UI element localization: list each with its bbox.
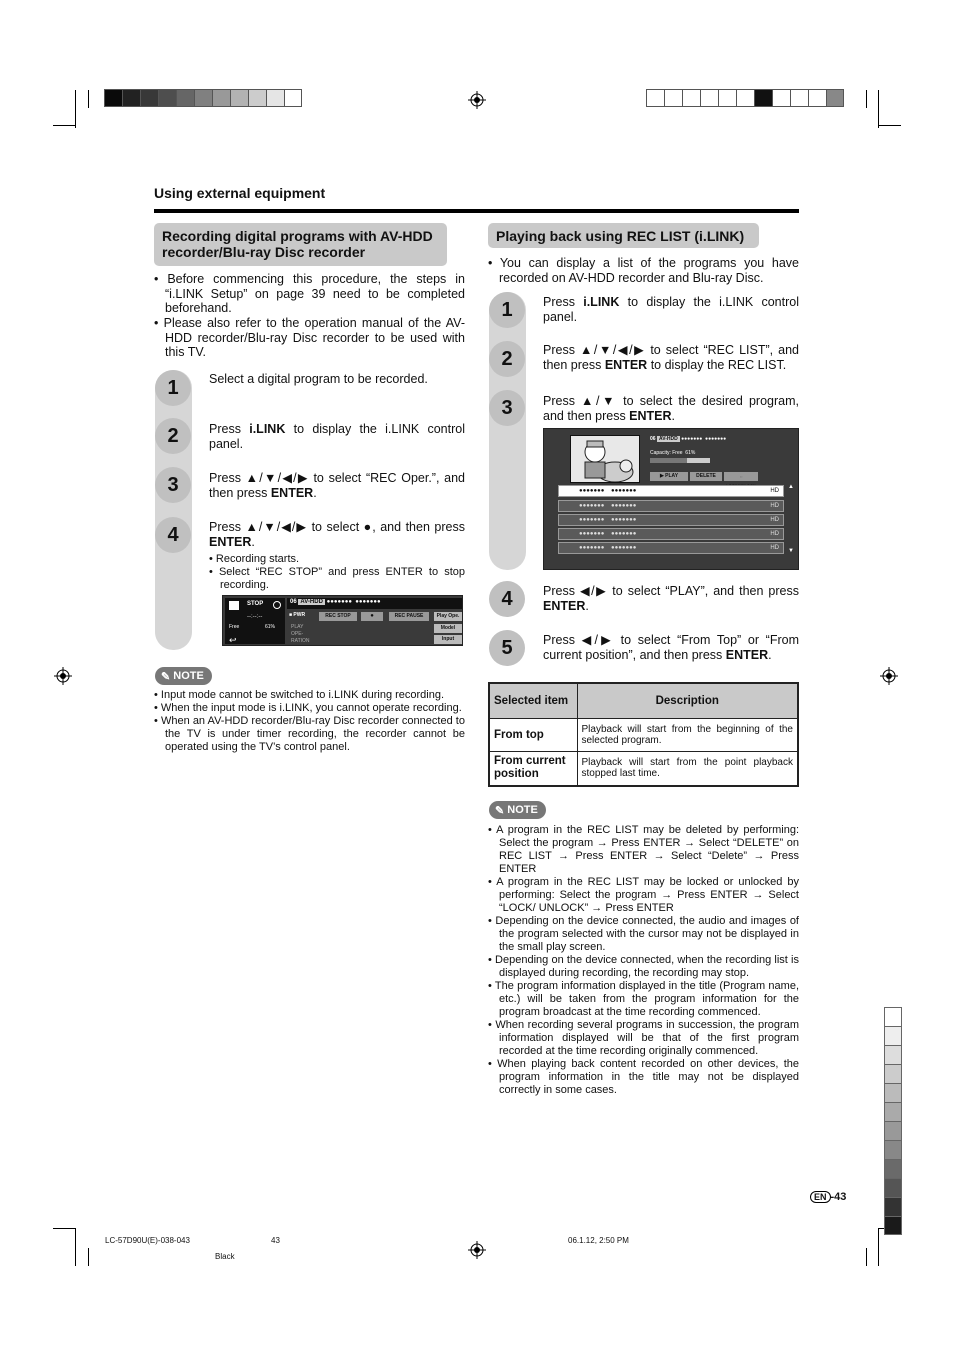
record-icon	[273, 601, 281, 609]
step-number: 1	[155, 370, 191, 406]
lock-unlock-button[interactable]: ⇔	[724, 472, 758, 481]
step-column	[489, 292, 526, 570]
description-table	[488, 682, 799, 787]
intro-bullet: • Please also refer to the operation manual of the AV-HDD recorder/Blu-ray Disc recorder to be used with this TV.	[154, 316, 465, 359]
osd-title-bar: 06 AV-HDD ●●●●●●● ●●●●●●●	[287, 598, 462, 609]
note-badge: ✎ NOTE	[155, 667, 212, 685]
footer-file: LC-57D90U(E)-038-043	[105, 1236, 190, 1245]
table-header: Description	[577, 683, 798, 718]
rec-list-row-selected[interactable]: ●●●●●●● ●●●●●●● HD	[558, 485, 784, 497]
rec-list-row[interactable]: ●●●●●●● ●●●●●●● HD	[558, 542, 784, 554]
gray-scale-bar	[884, 1007, 902, 1235]
pencil-icon: ✎	[161, 670, 171, 683]
footer-date: 06.1.12, 2:50 PM	[568, 1236, 629, 1245]
note-item: • A program in the REC LIST may be locked or unlocked by performing: Select the program → Press ENTER → Select “LOCK/ UNLOCK” → Press ENTER	[488, 876, 799, 914]
rec-list-screen	[543, 428, 799, 570]
pwr-button[interactable]: ■ PWR	[289, 612, 306, 618]
play-button[interactable]: ▶ PLAY	[650, 472, 688, 481]
table-cell: From top	[489, 718, 577, 751]
table-cell: Playback will start from the point playback stopped last time.	[577, 751, 798, 786]
color-bar-left	[104, 89, 302, 107]
crop-mark	[878, 1228, 879, 1266]
step-text: Select a digital program to be recorded.	[209, 372, 428, 386]
step-text: Press ◀/▶ to select “From Top” or “From current position”, and then press ENTER.	[543, 633, 799, 662]
step-number: 2	[489, 341, 525, 377]
step-bullet: • Select “REC STOP” and press ENTER to stop recording.	[209, 566, 465, 591]
step-number: 4	[489, 581, 525, 617]
registration-mark-icon	[880, 667, 898, 685]
note-item: • The program information displayed in the title (Program name, etc.) will be taken from the program information for the program broadcast at the time recording commenced.	[488, 980, 800, 1018]
stop-icon	[229, 601, 239, 610]
registration-mark-icon	[54, 667, 72, 685]
pencil-icon: ✎	[495, 804, 505, 817]
rec-list-row[interactable]: ●●●●●●● ●●●●●●● HD	[558, 514, 784, 526]
recording-control-panel	[222, 595, 463, 646]
osd-status-box	[225, 598, 285, 644]
rec-pause-button[interactable]: REC PAUSE	[389, 612, 429, 621]
crop-mark	[75, 90, 76, 128]
rec-list-row[interactable]: ●●●●●●● ●●●●●●● HD	[558, 528, 784, 540]
osd-stop-label: STOP	[247, 601, 264, 607]
step-bullet: • Recording starts.	[209, 553, 300, 565]
rec-list-title: 06 AV-HDD ●●●●●●● ●●●●●●●	[650, 436, 727, 442]
step-number: 5	[489, 630, 525, 666]
registration-mark-icon	[468, 91, 486, 109]
table-row	[489, 718, 798, 751]
note-item: • When recording several programs in succession, the program information displayed will be that of the first program recorded at the time recording originally commenced.	[488, 1019, 799, 1057]
page-number: EN -43	[810, 1191, 846, 1203]
note-item: • Depending on the device connected, the audio and images of the program selected with the cursor may not be displayed in the small play screen.	[488, 915, 799, 953]
color-bar-right	[646, 89, 844, 107]
table-cell: Playback will start from the beginning of the selected program.	[577, 718, 798, 751]
osd-free: Free	[229, 624, 240, 630]
crop-mark	[866, 90, 867, 108]
return-icon: ↩	[229, 635, 237, 645]
registration-mark-icon	[468, 1241, 486, 1259]
step-text: Press ◀/▶ to select “PLAY”, and then press ENTER.	[543, 584, 799, 613]
step-text: Press i.LINK to display the i.LINK control panel.	[543, 295, 799, 324]
left-notes	[154, 689, 465, 754]
scroll-down-icon[interactable]: ▼	[788, 548, 794, 554]
step-text: Press ▲/▼/◀/▶ to select “REC Oper.”, and then press ENTER.	[209, 471, 465, 500]
step-number: 3	[155, 467, 191, 503]
step-number: 4	[155, 517, 191, 553]
capacity-label: Capacity: Free 61%	[650, 450, 696, 456]
right-heading: Playing back using REC LIST (i.LINK)	[488, 223, 759, 248]
note-item: • Depending on the device connected, when the recording list is displayed during recording, the recording may stop.	[488, 954, 799, 979]
capacity-bar	[650, 458, 710, 463]
note-item: • Input mode cannot be switched to i.LINK during recording.	[154, 689, 445, 701]
crop-mark	[878, 125, 901, 126]
table-row	[489, 751, 798, 786]
intro-bullet: • Before commencing this procedure, the steps in “i.LINK Setup” on page 39 need to be completed beforehand.	[154, 272, 465, 315]
osd-pct: 61%	[265, 624, 276, 630]
note-item: • When an AV-HDD recorder/Blu-ray Disc recorder connected to the TV is under timer recording, the recorder cannot be operated using the TV’s control panel.	[154, 715, 465, 753]
rec-stop-button[interactable]: REC STOP	[319, 612, 357, 621]
step-text: Press ▲/▼ to select the desired program, and then press ENTER.	[543, 394, 799, 423]
preview-thumbnail	[570, 435, 640, 483]
crop-mark	[53, 1228, 76, 1229]
input-button[interactable]: Input	[434, 635, 462, 644]
note-item: • A program in the REC LIST may be deleted by performing: Select the program → Press ENTER → Select “DELETE” on REC LIST → Press ENTER → Select “Delete” → Press ENTER	[488, 824, 799, 875]
crop-mark	[866, 1248, 867, 1266]
note-item: • When the input mode is i.LINK, you cannot operate recording.	[154, 702, 462, 714]
language-badge: EN	[810, 1191, 831, 1203]
crop-mark	[75, 1228, 76, 1266]
section-rule	[154, 209, 799, 213]
footer-color: Black	[215, 1252, 235, 1261]
right-notes	[488, 824, 799, 1097]
step-text: Press i.LINK to display the i.LINK control panel.	[209, 422, 465, 451]
section-title: Using external equipment	[154, 185, 326, 201]
model-button[interactable]: Model	[434, 624, 462, 633]
step-text: Press ▲/▼/◀/▶ to select ●, and then press ENTER.	[209, 520, 465, 549]
cartoon-thumbnail-icon	[571, 436, 640, 483]
note-item: • When playing back content recorded on other devices, the program information in the title may not be displayed correctly in some cases.	[488, 1058, 799, 1096]
crop-mark	[878, 90, 879, 128]
play-operation-label: PLAY OPE-RATION	[291, 624, 310, 644]
play-ope-button[interactable]: Play Ope.	[434, 612, 462, 621]
table-header: Selected item	[489, 683, 577, 718]
step-column	[155, 370, 192, 650]
step-number: 3	[489, 390, 525, 426]
crop-mark	[53, 125, 76, 126]
table-cell: From current position	[489, 751, 577, 786]
crop-mark	[88, 90, 89, 108]
intro-bullet: • You can display a list of the programs you have recorded on AV-HDD recorder and Blu-ray Disc.	[488, 256, 799, 285]
crop-mark	[88, 1248, 89, 1266]
osd-time: --:--:--	[247, 614, 263, 620]
record-button[interactable]: ●	[361, 612, 383, 621]
footer-num: 43	[271, 1236, 280, 1245]
delete-button[interactable]: DELETE	[690, 472, 722, 481]
left-heading: Recording digital programs with AV-HDD recorder/Blu-ray Disc recorder	[154, 223, 447, 266]
note-badge: ✎ NOTE	[489, 801, 546, 819]
table-header-row	[489, 683, 798, 718]
step-text: Press ▲/▼/◀/▶ to select “REC LIST”, and then press ENTER to display the REC LIST.	[543, 343, 799, 372]
scroll-up-icon[interactable]: ▲	[788, 484, 794, 490]
rec-list-row[interactable]: ●●●●●●● ●●●●●●● HD	[558, 500, 784, 512]
step-number: 1	[489, 292, 525, 328]
step-number: 2	[155, 418, 191, 454]
